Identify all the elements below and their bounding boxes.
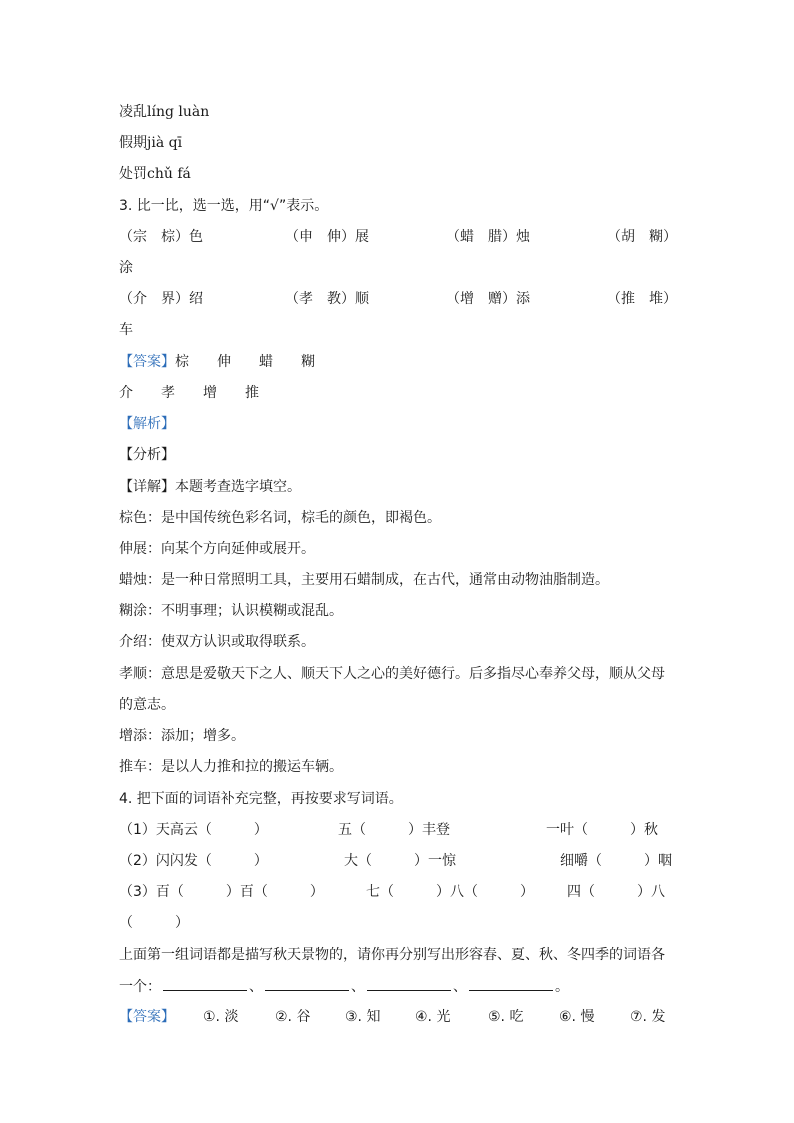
q4-prompt-blanks <box>119 976 569 997</box>
answer-item: 伸 <box>217 354 231 370</box>
explanation-line: 介绍：使双方认识或取得联系。 <box>119 634 315 650</box>
answer-item: ⑥. 慢 <box>559 1009 595 1025</box>
pinyin: chǔ fá <box>147 166 191 182</box>
pinyin-line-2 <box>119 133 182 153</box>
q4-item: （3）百（ ）百（ ） <box>119 884 324 900</box>
answer-item: 介 <box>119 385 133 401</box>
q4-wrap: （ ） <box>119 915 189 931</box>
question-4-title: 4. 把下面的词语补充完整，再按要求写词语。 <box>119 791 403 807</box>
fenxi-label: 【分析】 <box>119 447 175 463</box>
answer-blank[interactable] <box>469 976 553 991</box>
explanation-line: 孝顺：意思是爱敬天下之人、顺天下人之心的美好德行。后多指尽心奉养父母，顺从父母 <box>119 666 665 682</box>
sep: 、 <box>249 979 263 995</box>
answer-item: 推 <box>245 385 259 401</box>
detail-text: 本题考查选字填空。 <box>175 479 301 495</box>
answer-item: ④. 光 <box>415 1009 451 1025</box>
answer-item: 孝 <box>161 385 175 401</box>
answer-item: ⑦. 发 <box>630 1009 666 1025</box>
q4-prompt: 上面第一组词语都是描写秋天景物的，请你再分别写出形容春、夏、秋、冬四季的词语各 <box>119 947 665 963</box>
analysis-label: 【解析】 <box>119 416 175 432</box>
q3-option: （申 伸）展 <box>285 229 369 245</box>
q4-item: 一叶（ ）秋 <box>546 822 658 838</box>
pinyin-line-3 <box>119 164 191 184</box>
end: 。 <box>555 979 569 995</box>
q4-item: 七（ ）八（ ） <box>366 884 534 900</box>
word: 假期 <box>119 135 147 151</box>
q4-item: 细嚼（ ）咽 <box>560 853 672 869</box>
question-3-title: 3. 比一比，选一选，用“√”表示。 <box>119 198 329 214</box>
q4-item: 五（ ）丰登 <box>338 822 450 838</box>
sep: 、 <box>351 979 365 995</box>
q3-option: （蜡 腊）烛 <box>446 229 530 245</box>
q4-item: （1）天高云（ ） <box>119 822 268 838</box>
pinyin: líng luàn <box>147 104 210 120</box>
q3-wrap: 涂 <box>119 260 133 276</box>
q3-option: （推 堆） <box>607 291 677 307</box>
explanation-line: 推车：是以人力推和拉的搬运车辆。 <box>119 759 343 775</box>
answer-item: 糊 <box>301 354 315 370</box>
answer-item: ⑤. 吃 <box>488 1009 524 1025</box>
detail-label: 【详解】 <box>119 479 175 495</box>
q4-item: 四（ ）八 <box>567 884 665 900</box>
pinyin: jià qī <box>147 135 183 151</box>
q3-option: （增 赠）添 <box>446 291 530 307</box>
answer-item: 棕 <box>175 354 189 370</box>
q3-option: （宗 棕）色 <box>119 229 203 245</box>
answer-blank[interactable] <box>367 976 451 991</box>
answer-blank[interactable] <box>163 976 247 991</box>
q4-item: （2）闪闪发（ ） <box>119 853 268 869</box>
q3-option: （介 界）绍 <box>119 291 203 307</box>
explanation-line: 伸展：向某个方向延伸或展开。 <box>119 541 315 557</box>
q4-item: 大（ ）一惊 <box>344 853 456 869</box>
answer-label: 【答案】 <box>119 1009 175 1025</box>
answer-item: 蜡 <box>259 354 273 370</box>
sep: 、 <box>453 979 467 995</box>
word: 处罚 <box>119 166 147 182</box>
answer-label: 【答案】 <box>119 354 175 370</box>
explanation-line: 糊涂：不明事理；认识模糊或混乱。 <box>119 603 343 619</box>
answer-item: ③. 知 <box>345 1009 381 1025</box>
q3-wrap: 车 <box>119 322 133 338</box>
explanation-line: 蜡烛：是一种日常照明工具，主要用石蜡制成，在古代，通常由动物油脂制造。 <box>119 572 609 588</box>
answer-item: 增 <box>203 385 217 401</box>
pinyin-line-1 <box>119 102 209 122</box>
answer-blank[interactable] <box>265 976 349 991</box>
prompt-prefix: 一个： <box>119 979 161 995</box>
explanation-line: 棕色：是中国传统色彩名词，棕毛的颜色，即褐色。 <box>119 510 441 526</box>
q3-option: （孝 教）顺 <box>285 291 369 307</box>
explanation-line: 的意志。 <box>119 697 175 713</box>
q3-option: （胡 糊） <box>607 229 677 245</box>
word: 凌乱 <box>119 104 147 120</box>
explanation-line: 增添：添加；增多。 <box>119 728 245 744</box>
answer-item: ①. 淡 <box>203 1009 239 1025</box>
answer-item: ②. 谷 <box>275 1009 311 1025</box>
detail-line <box>119 477 301 497</box>
